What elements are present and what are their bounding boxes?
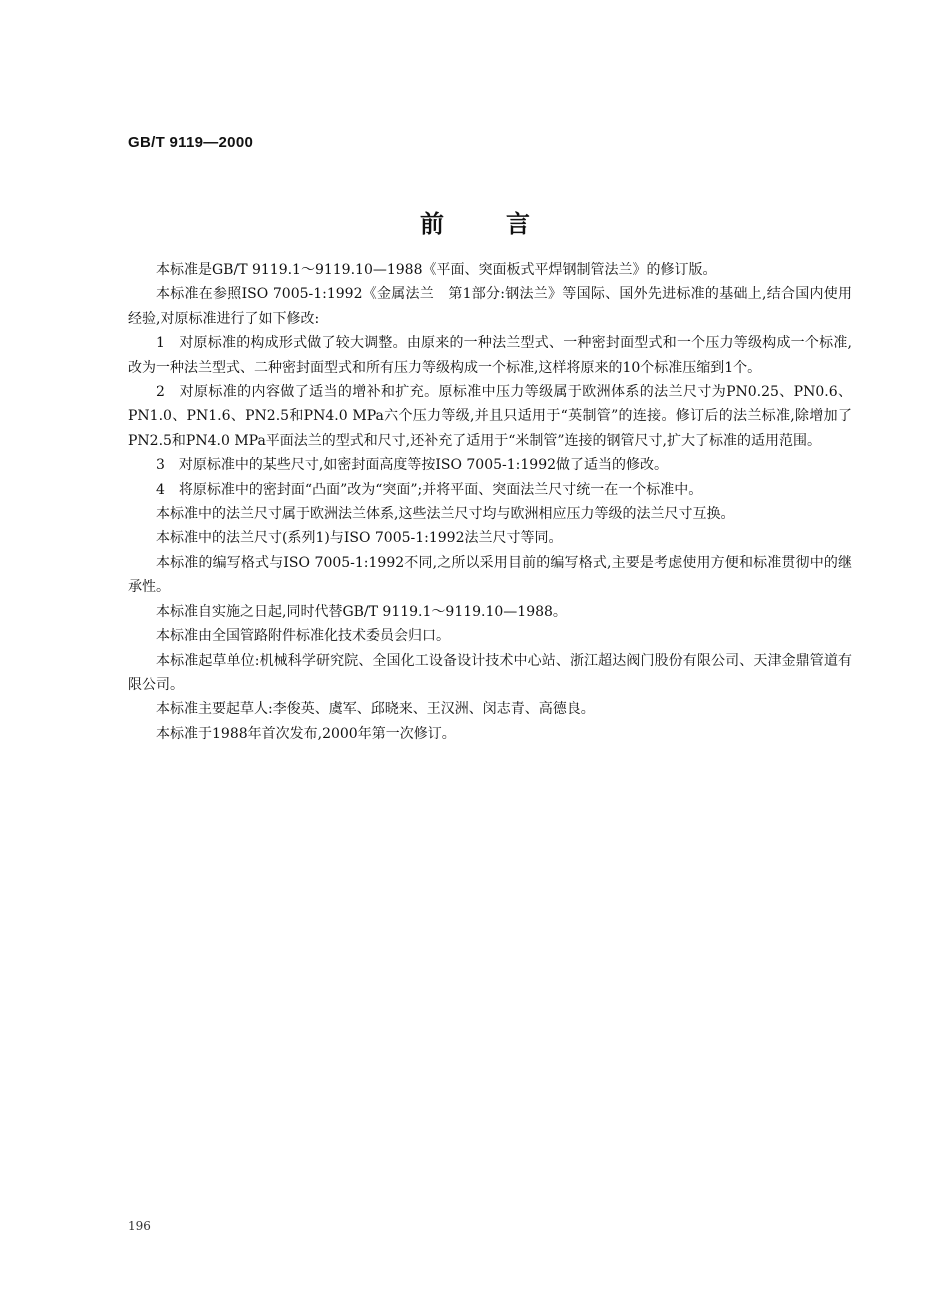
- page-title: 前言: [420, 209, 592, 238]
- paragraph: 本标准在参照ISO 7005-1:1992《金属法兰 第1部分:钢法兰》等国际、国外先进标准的基础上,结合国内使用经验,对原标准进行了如下修改:: [128, 286, 852, 327]
- paragraph: 4 将原标准中的密封面“凸面”改为“突面”;并将平面、突面法兰尺寸统一在一个标准中。: [156, 481, 703, 498]
- paragraph: 本标准的编写格式与ISO 7005-1:1992不同,之所以采用目前的编写格式,主要是考虑使用方便和标准贯彻中的继承性。: [128, 554, 852, 596]
- paragraph: 本标准起草单位:机械科学研究院、全国化工设备设计技术中心站、浙江超达阀门股份有限公司、天津金鼎管道有限公司。: [128, 652, 852, 693]
- paragraph: 3 对原标准中的某些尺寸,如密封面高度等按ISO 7005-1:1992做了适当的修改。: [156, 457, 669, 474]
- paragraph: 本标准中的法兰尺寸(系列1)与ISO 7005-1:1992法兰尺寸等同。: [156, 530, 563, 547]
- page-number: 196: [128, 1219, 151, 1233]
- paragraph: 1 对原标准的构成形式做了较大调整。由原来的一种法兰型式、一种密封面型式和一个压力等级构成一个标准,改为一种法兰型式、二种密封面型式和所有压力等级构成一个标准,这样将原来的10个标准压缩到1个。: [128, 335, 852, 376]
- paragraph: 2 对原标准的内容做了适当的增补和扩充。原标准中压力等级属于欧洲体系的法兰尺寸为PN0.25、PN0.6、PN1.0、PN1.6、PN2.5和PN4.0 MPa六个压力等级,并且只适用于“英制管”的连接。修订后的法兰标准,除增加了PN2.5和PN4.0 MPa平面法兰的型式和尺寸,还补充了适用于“米制管”连接的钢管尺寸,扩大了标准的适用范围。: [128, 384, 852, 449]
- paragraph: 本标准中的法兰尺寸属于欧洲法兰体系,这些法兰尺寸均与欧洲相应压力等级的法兰尺寸互换。: [156, 506, 735, 523]
- paragraph: 本标准由全国管路附件标准化技术委员会归口。: [156, 628, 450, 645]
- paragraph: 本标准于1988年首次发布,2000年第一次修订。: [156, 725, 456, 742]
- paragraph: 本标准自实施之日起,同时代替GB/T 9119.1～9119.10—1988。: [156, 603, 567, 620]
- paragraph: 本标准主要起草人:李俊英、虞军、邱晓来、王汉洲、闵志青、高德良。: [156, 701, 595, 718]
- paragraph: 本标准是GB/T 9119.1～9119.10—1988《平面、突面板式平焊钢制管法兰》的修订版。: [156, 262, 717, 278]
- foreword-body: [128, 258, 852, 746]
- standard-code: GB/T 9119—2000: [128, 134, 254, 151]
